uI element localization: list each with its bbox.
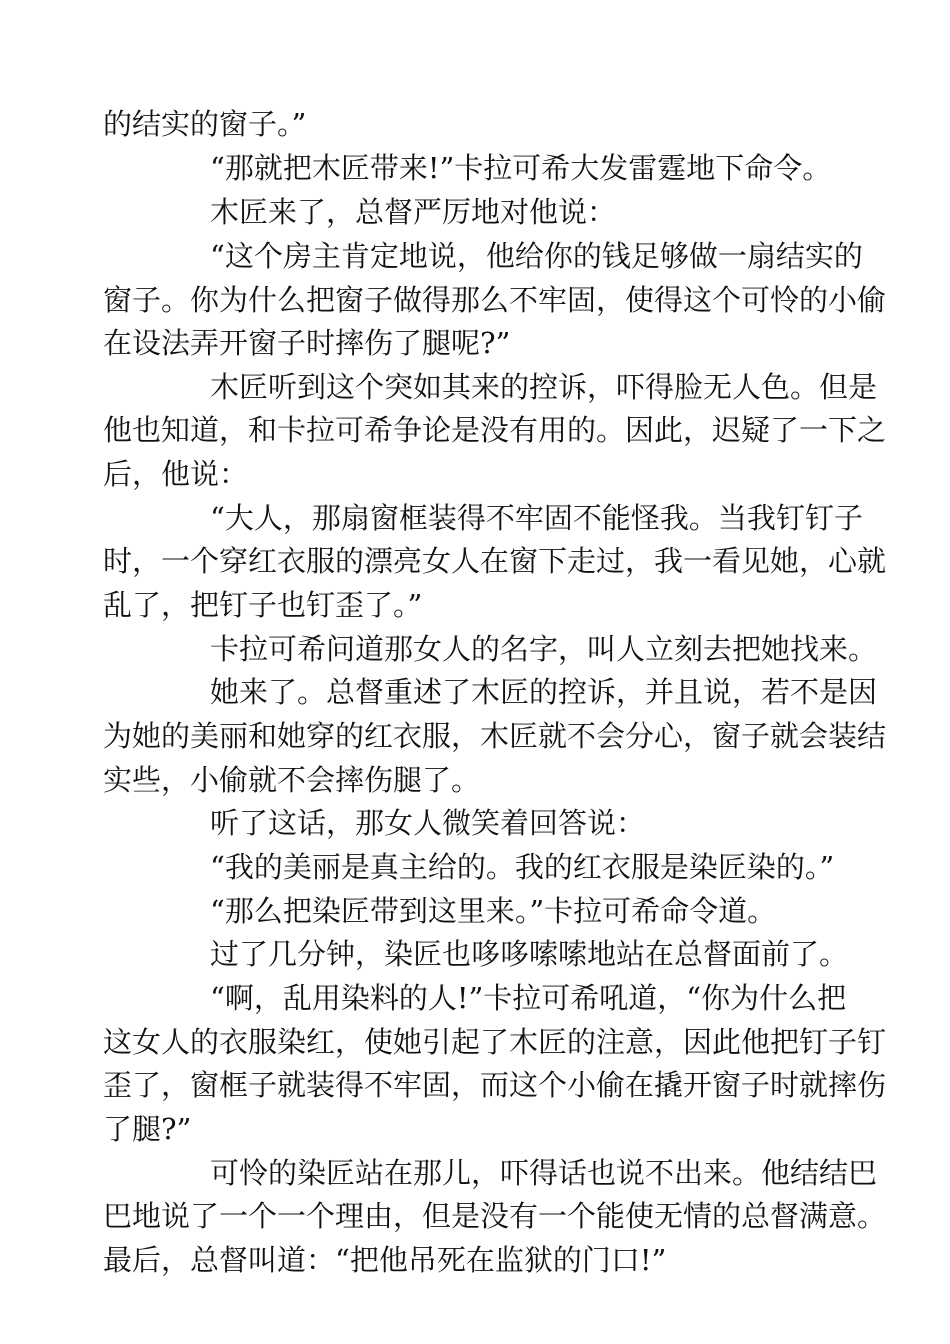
text-line: 这女人的衣服染红，使她引起了木匠的注意，因此他把钉子钉: [103, 1025, 887, 1059]
text-line: 木匠听到这个突如其来的控诉，吓得脸无人色。但是: [210, 370, 878, 404]
text-line: 的结实的窗子。”: [103, 107, 307, 141]
text-line: 乱了，把钉子也钉歪了。”: [103, 588, 423, 622]
text-line: “那就把木匠带来!”卡拉可希大发雷霆地下命令。: [210, 151, 832, 185]
text-line: 听了这话，那女人微笑着回答说：: [210, 806, 646, 840]
text-line: “这个房主肯定地说，他给你的钱足够做一扇结实的: [210, 239, 863, 273]
text-line: 在设法弄开窗子时摔伤了腿呢?”: [103, 326, 511, 360]
text-line: “大人，那扇窗框装得不牢固不能怪我。当我钉钉子: [210, 501, 863, 535]
text-line: 时，一个穿红衣服的漂亮女人在窗下走过，我一看见她，心就: [103, 544, 887, 578]
text-line: 最后，总督叫道：“把他吊死在监狱的门口!”: [103, 1243, 667, 1277]
text-line: 为她的美丽和她穿的红衣服，木匠就不会分心，窗子就会装结: [103, 719, 887, 753]
text-line: 可怜的染匠站在那儿，吓得话也说不出来。他结结巴: [210, 1156, 878, 1190]
text-line: 过了几分钟，染匠也哆哆嗦嗦地站在总督面前了。: [210, 937, 849, 971]
text-line: 实些，小偷就不会摔伤腿了。: [103, 763, 481, 797]
text-line: 卡拉可希问道那女人的名字，叫人立刻去把她找来。: [210, 632, 878, 666]
text-line: 后，他说：: [103, 457, 249, 491]
text-line: 了腿?”: [103, 1112, 192, 1146]
text-line: “我的美丽是真主给的。我的红衣服是染匠染的。”: [210, 850, 835, 884]
text-line: 巴地说了一个一个理由，但是没有一个能使无情的总督满意。: [103, 1199, 887, 1233]
text-line: 他也知道，和卡拉可希争论是没有用的。因此，迟疑了一下之: [103, 413, 887, 447]
text-line: 歪了，窗框子就装得不牢固，而这个小偷在撬开窗子时就摔伤: [103, 1068, 887, 1102]
text-line: 窗子。你为什么把窗子做得那么不牢固，使得这个可怜的小偷: [103, 283, 887, 317]
text-line: “啊，乱用染料的人!”卡拉可希吼道，“你为什么把: [210, 981, 847, 1015]
text-line: 木匠来了，总督严厉地对他说：: [210, 195, 617, 229]
text-line: 她来了。总督重述了木匠的控诉，并且说，若不是因: [210, 675, 878, 709]
text-line: “那么把染匠带到这里来。”卡拉可希命令道。: [210, 894, 777, 928]
